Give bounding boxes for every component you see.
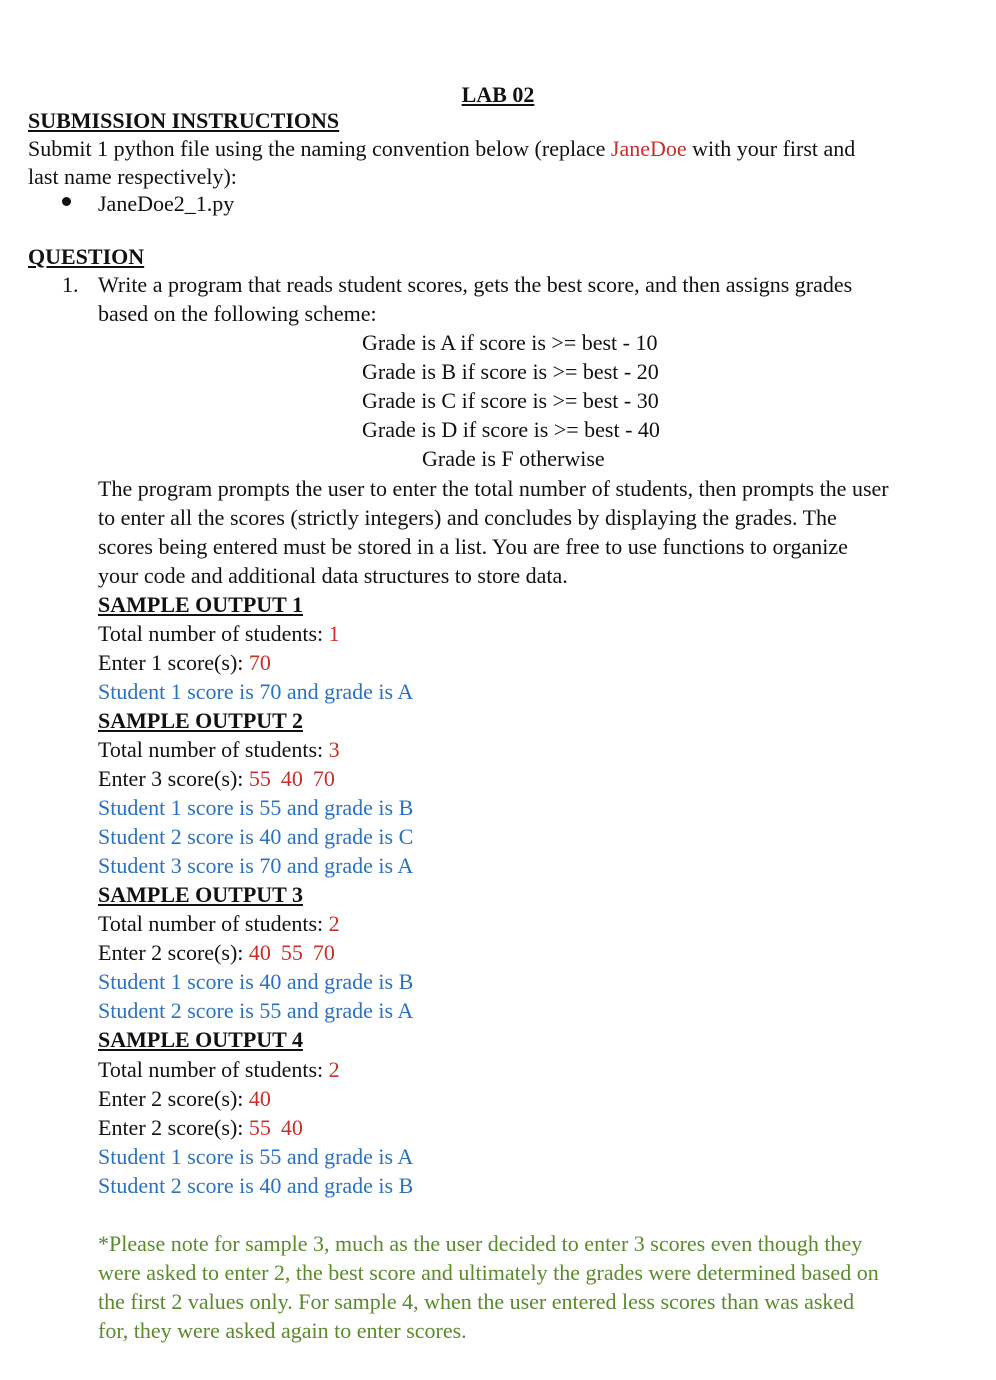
sample-3-result-2: Student 2 score is 55 and grade is A xyxy=(98,998,414,1023)
entry-value: 40 xyxy=(248,1086,271,1111)
grade-scheme-c: Grade is C if score is >= best - 30 xyxy=(362,388,659,413)
entry-value: 70 xyxy=(248,650,271,675)
entry-prompt: Enter 2 score(s): xyxy=(98,1086,249,1111)
bullet-icon xyxy=(62,197,71,206)
sample-4-heading: SAMPLE OUTPUT 4 xyxy=(98,1027,303,1052)
sample-4-result-2: Student 2 score is 40 and grade is B xyxy=(98,1173,414,1198)
entry-prompt: Enter 2 score(s): xyxy=(98,940,249,965)
total-value: 3 xyxy=(328,737,340,762)
question-intro-line-2: based on the following scheme: xyxy=(98,301,377,326)
question-body-line-2: to enter all the scores (strictly integers) and concludes by displaying the grades. The xyxy=(98,505,837,530)
sample-4-result-1: Student 1 score is 55 and grade is A xyxy=(98,1144,414,1169)
entry-value: 70 xyxy=(312,940,335,965)
submission-line-2: last name respectively): xyxy=(28,164,237,189)
entry-prompt: Enter 2 score(s): xyxy=(98,1115,249,1140)
submission-line-1 xyxy=(28,134,855,163)
question-intro-line-1: Write a program that reads student scores, gets the best score, and then assigns grades xyxy=(98,272,853,297)
sample-3-heading: SAMPLE OUTPUT 3 xyxy=(98,882,303,907)
sample-2-heading: SAMPLE OUTPUT 2 xyxy=(98,708,303,733)
sample-4-entry-1 xyxy=(98,1084,271,1113)
question-body-line-3: scores being entered must be stored in a list. You are free to use functions to organize xyxy=(98,534,848,559)
entry-value: 55 xyxy=(280,940,303,965)
note-line-3: the first 2 values only. For sample 4, when the user entered less scores than was asked xyxy=(98,1289,855,1314)
jane-doe-highlight: JaneDoe xyxy=(610,136,687,161)
note-line-1: *Please note for sample 3, much as the user decided to enter 3 scores even though they xyxy=(98,1231,863,1256)
total-prompt: Total number of students: xyxy=(98,737,329,762)
entry-value: 40 xyxy=(248,940,271,965)
filename-bullet: JaneDoe2_1.py xyxy=(98,191,235,216)
total-prompt: Total number of students: xyxy=(98,911,329,936)
sample-4-total xyxy=(98,1055,340,1084)
question-heading: QUESTION xyxy=(28,244,145,269)
total-value: 2 xyxy=(328,911,340,936)
note-line-2: were asked to enter 2, the best score and ultimately the grades were determined based on xyxy=(98,1260,879,1285)
sample-1-total xyxy=(98,619,340,648)
grade-scheme-d: Grade is D if score is >= best - 40 xyxy=(362,417,660,442)
question-number: 1. xyxy=(62,272,79,297)
sample-3-result-1: Student 1 score is 40 and grade is B xyxy=(98,969,414,994)
total-value: 2 xyxy=(328,1057,340,1082)
sample-2-result-1: Student 1 score is 55 and grade is B xyxy=(98,795,414,820)
entry-value: 55 xyxy=(248,766,271,791)
submission-text-before: Submit 1 python file using the naming convention below (replace xyxy=(28,136,611,161)
submission-heading: SUBMISSION INSTRUCTIONS xyxy=(28,108,340,133)
sample-4-entry-2 xyxy=(98,1113,303,1142)
submission-text-after: with your first and xyxy=(686,136,856,161)
total-value: 1 xyxy=(328,621,340,646)
sample-3-total xyxy=(98,909,340,938)
sample-3-entry xyxy=(98,938,335,967)
question-body-line-4: your code and additional data structures to store data. xyxy=(98,563,568,588)
entry-value: 70 xyxy=(312,766,335,791)
grade-scheme-f: Grade is F otherwise xyxy=(422,446,605,471)
sample-2-result-3: Student 3 score is 70 and grade is A xyxy=(98,853,414,878)
page-title: LAB 02 xyxy=(461,82,535,107)
entry-value: 55 xyxy=(248,1115,271,1140)
question-body-line-1: The program prompts the user to enter the total number of students, then prompts the user xyxy=(98,476,889,501)
sample-2-entry xyxy=(98,764,335,793)
entry-value: 40 xyxy=(280,766,303,791)
sample-1-heading: SAMPLE OUTPUT 1 xyxy=(98,592,303,617)
total-prompt: Total number of students: xyxy=(98,1057,329,1082)
sample-1-entry xyxy=(98,648,271,677)
sample-2-result-2: Student 2 score is 40 and grade is C xyxy=(98,824,414,849)
note-line-4: for, they were asked again to enter scores. xyxy=(98,1318,467,1343)
grade-scheme-a: Grade is A if score is >= best - 10 xyxy=(362,330,658,355)
entry-prompt: Enter 1 score(s): xyxy=(98,650,249,675)
entry-prompt: Enter 3 score(s): xyxy=(98,766,249,791)
entry-value: 40 xyxy=(280,1115,303,1140)
total-prompt: Total number of students: xyxy=(98,621,329,646)
sample-1-result-1: Student 1 score is 70 and grade is A xyxy=(98,679,414,704)
grade-scheme-b: Grade is B if score is >= best - 20 xyxy=(362,359,659,384)
sample-2-total xyxy=(98,735,340,764)
